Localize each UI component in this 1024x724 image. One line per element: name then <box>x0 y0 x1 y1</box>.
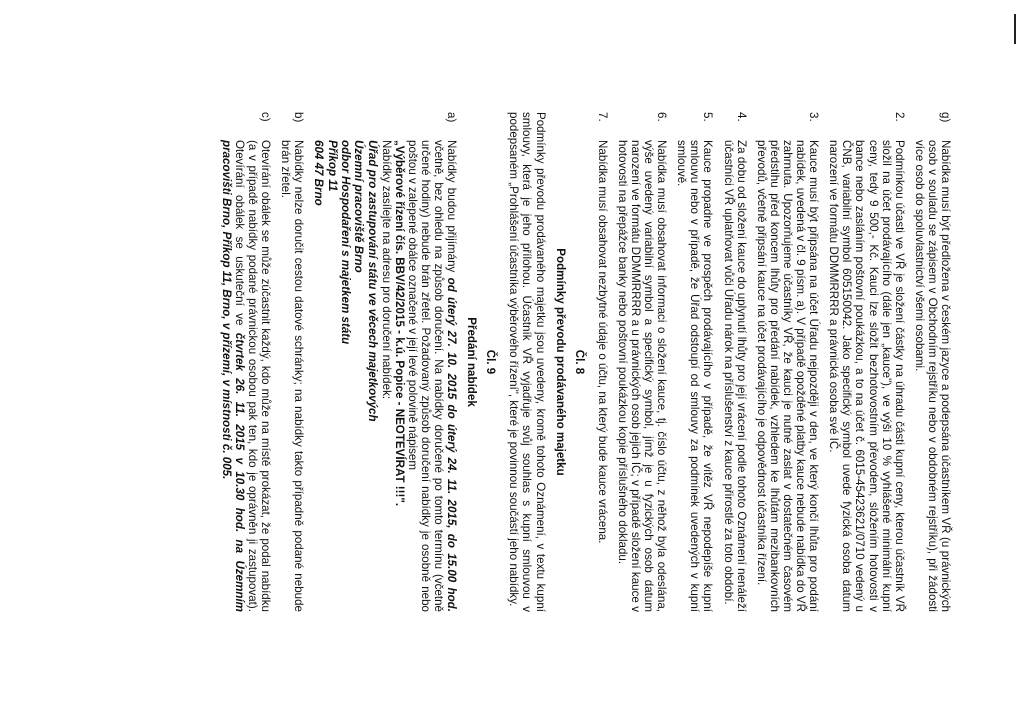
address-line: Úřad pro zastupování státu ve věcech majetkových <box>365 140 379 422</box>
item-text: Podmínkou účasti ve VŘ je složení částky na úhradu části kupní ceny, kterou účastník VŘ složil na účet prodávajícího (dále jen „kauce"), ve výši 10 % vyhlášené minimální kupní ceny, tedy 9 500,- Kč. Kauci lze složit bezhotovostním převodem, složením hotovosti v bance nebo zasláním poštovní poukázkou, a to na účet č. 6015-45423621/0710 vedený u ČNB, variabilní symbol 605150042. Jako specifický symbol uvede fyzická osoba datum narození ve formátu DDMMRRRR a právnická osoba své IČ. <box>827 140 906 612</box>
item-label: 4. <box>734 112 748 122</box>
item-3 <box>755 112 820 612</box>
item-7 <box>596 112 609 612</box>
item-label: c) <box>258 112 272 122</box>
item-9a-text-2: včetně, bez ohledu na způsob doručení. Na nabídky doručené po tomto termínu (včetně určené hodiny) nebude brán zřetel. Požadovaný způsob doručení nabídky je osobně nebo poštou v zalepené obálce označené v její levé polovině nápisem <box>405 140 445 612</box>
item-4 <box>722 112 748 612</box>
item-text: Nabídka musí obsahovat nezbytné údaje o účtu, na který bude kauce vrácena. <box>595 140 609 544</box>
item-2 <box>827 112 906 612</box>
item-text <box>219 140 271 612</box>
address-line: 604 47 Brno <box>312 140 326 206</box>
item-label: g) <box>939 112 952 123</box>
item-text: Nabídky nelze doručit cestou datové schránky; na nabídky takto případně podané nebude brán zřetel. <box>278 140 306 612</box>
item-9c <box>219 112 271 612</box>
item-9b <box>279 112 305 612</box>
envelope-label: „Výběrové řízení čís. BBV/42/2015 - k.ú. Popice - NEOTEVÍRAT !!!". <box>392 140 406 507</box>
address-line: Příkop 11 <box>325 140 339 192</box>
item-text <box>380 140 459 612</box>
item-label: 3. <box>807 112 821 122</box>
item-text: Kauce musí být připsána na účet Úřadu nejpozději v den, ve který končí lhůta pro podání nabídek, uvedená v čl. 9 písm. a). V případě opožděné platby kauce nebude nabídka do VŘ zahrnuta. Upozorňujeme účastníky VŘ, že kauci je nutné zaslat v dostatečném časovém předstihu před koncem lhůty pro předání nabídek, vzhledem ke lhůtám mezibankovních převodů, včetně připsání kauce na účet prodávajícího je odpovědnost účastníka řízení. <box>754 140 821 612</box>
article-9-heading: Čl. 9 <box>484 349 498 375</box>
item-g <box>913 112 952 612</box>
item-6 <box>616 112 668 612</box>
item-9a-text-1: Nabídky budou přijímány <box>445 140 459 278</box>
item-5 <box>675 112 714 612</box>
item-label: 2. <box>892 112 906 122</box>
item-text: Nabídka musí být předložena v českém jazyce a podepsána účastníkem VŘ (u právnických osob v souladu se zápisem v Obchodním rejstříku nebo v obdobném rejstříku), při žádosti více osob do spoluvlastnictví všemi osobami. <box>912 140 952 612</box>
opening-date-text: čtvrtek 26. 11. 2015 v 10.30 hod. na Územním pracovišti Brno, Příkop 11, Brno, v přízemí, v místnosti č. 005. <box>219 140 246 612</box>
document-body <box>212 112 952 612</box>
article-8-subheading: Podmínky převodu prodávaného majetku <box>553 248 567 476</box>
item-label: b) <box>292 112 306 123</box>
item-9c-text-1: Otevírání obálek se může zúčastnit každý, kdo může na místě prokázat, že podal nabídku (a v případě nabídky podané právnickou osobou pak ten, kdo je oprávněn ji zastupovat). Otevírání obálek se uskuteční ve <box>232 140 272 612</box>
item-text: Kauce propadne ve prospěch prodávajícího v případě, že vítěz VŘ nepodepíše kupní smlouvu nebo v případě, že Úřad odstoupí od smlouvy za podmínek uvedených v kupní smlouvě. <box>675 140 715 612</box>
item-9a <box>380 112 459 612</box>
item-label: a) <box>445 112 459 123</box>
item-label: 6. <box>655 112 669 122</box>
deadline-text: od úterý 27. 10. 2015 do úterý 24. 11. 2015, do 15.00 hod. <box>445 277 459 612</box>
item-text: Nabídka musí obsahovat informaci o složení kauce, tj. číslo účtu, z něhož byla odeslána, výše uvedený variabilní symbol a specifický symbol, jímž je u fyzických osob datum narození ve formátu DDMMRRRR a u právnických osob jejich IČ; v případě složení kauce v hotovosti na přepážce banky nebo poštovní poukázkou kopie příslušného dokladu. <box>615 140 669 612</box>
delivery-address <box>312 140 378 612</box>
item-text: Za dobu od složení kauce do uplynutí lhůty pro její vrácení podle tohoto Oznámení nenáleží účastníci VŘ uplatňovat vůči Úřadu nárok na příslušenství z kauce přirostlé za toto období. <box>721 140 748 612</box>
article-8-heading: Čl. 8 <box>572 349 586 375</box>
item-label: 5. <box>701 112 715 122</box>
article-8-text: Podmínky převodu prodávaného majetku jsou uvedeny, kromě tohoto Oznámení, v textu kupní smlouvy, která je jeho přílohou. Účastník VŘ vyjadřuje svůj souhlas s kupní smlouvou v podepsaném „Prohlášení účastníka výběrového řízení", které je povinnou součástí jeho nabídky. <box>507 112 547 612</box>
address-line: odbor Hospodaření s majetkem státu <box>338 140 352 345</box>
item-label: 7. <box>595 112 609 122</box>
article-9-subheading: Předání nabídek <box>465 317 479 407</box>
item-9a-text-3: Nabídky zasílejte na adresu pro doručení nabídek: <box>379 140 393 400</box>
address-line: Územní pracoviště Brno <box>352 140 366 273</box>
